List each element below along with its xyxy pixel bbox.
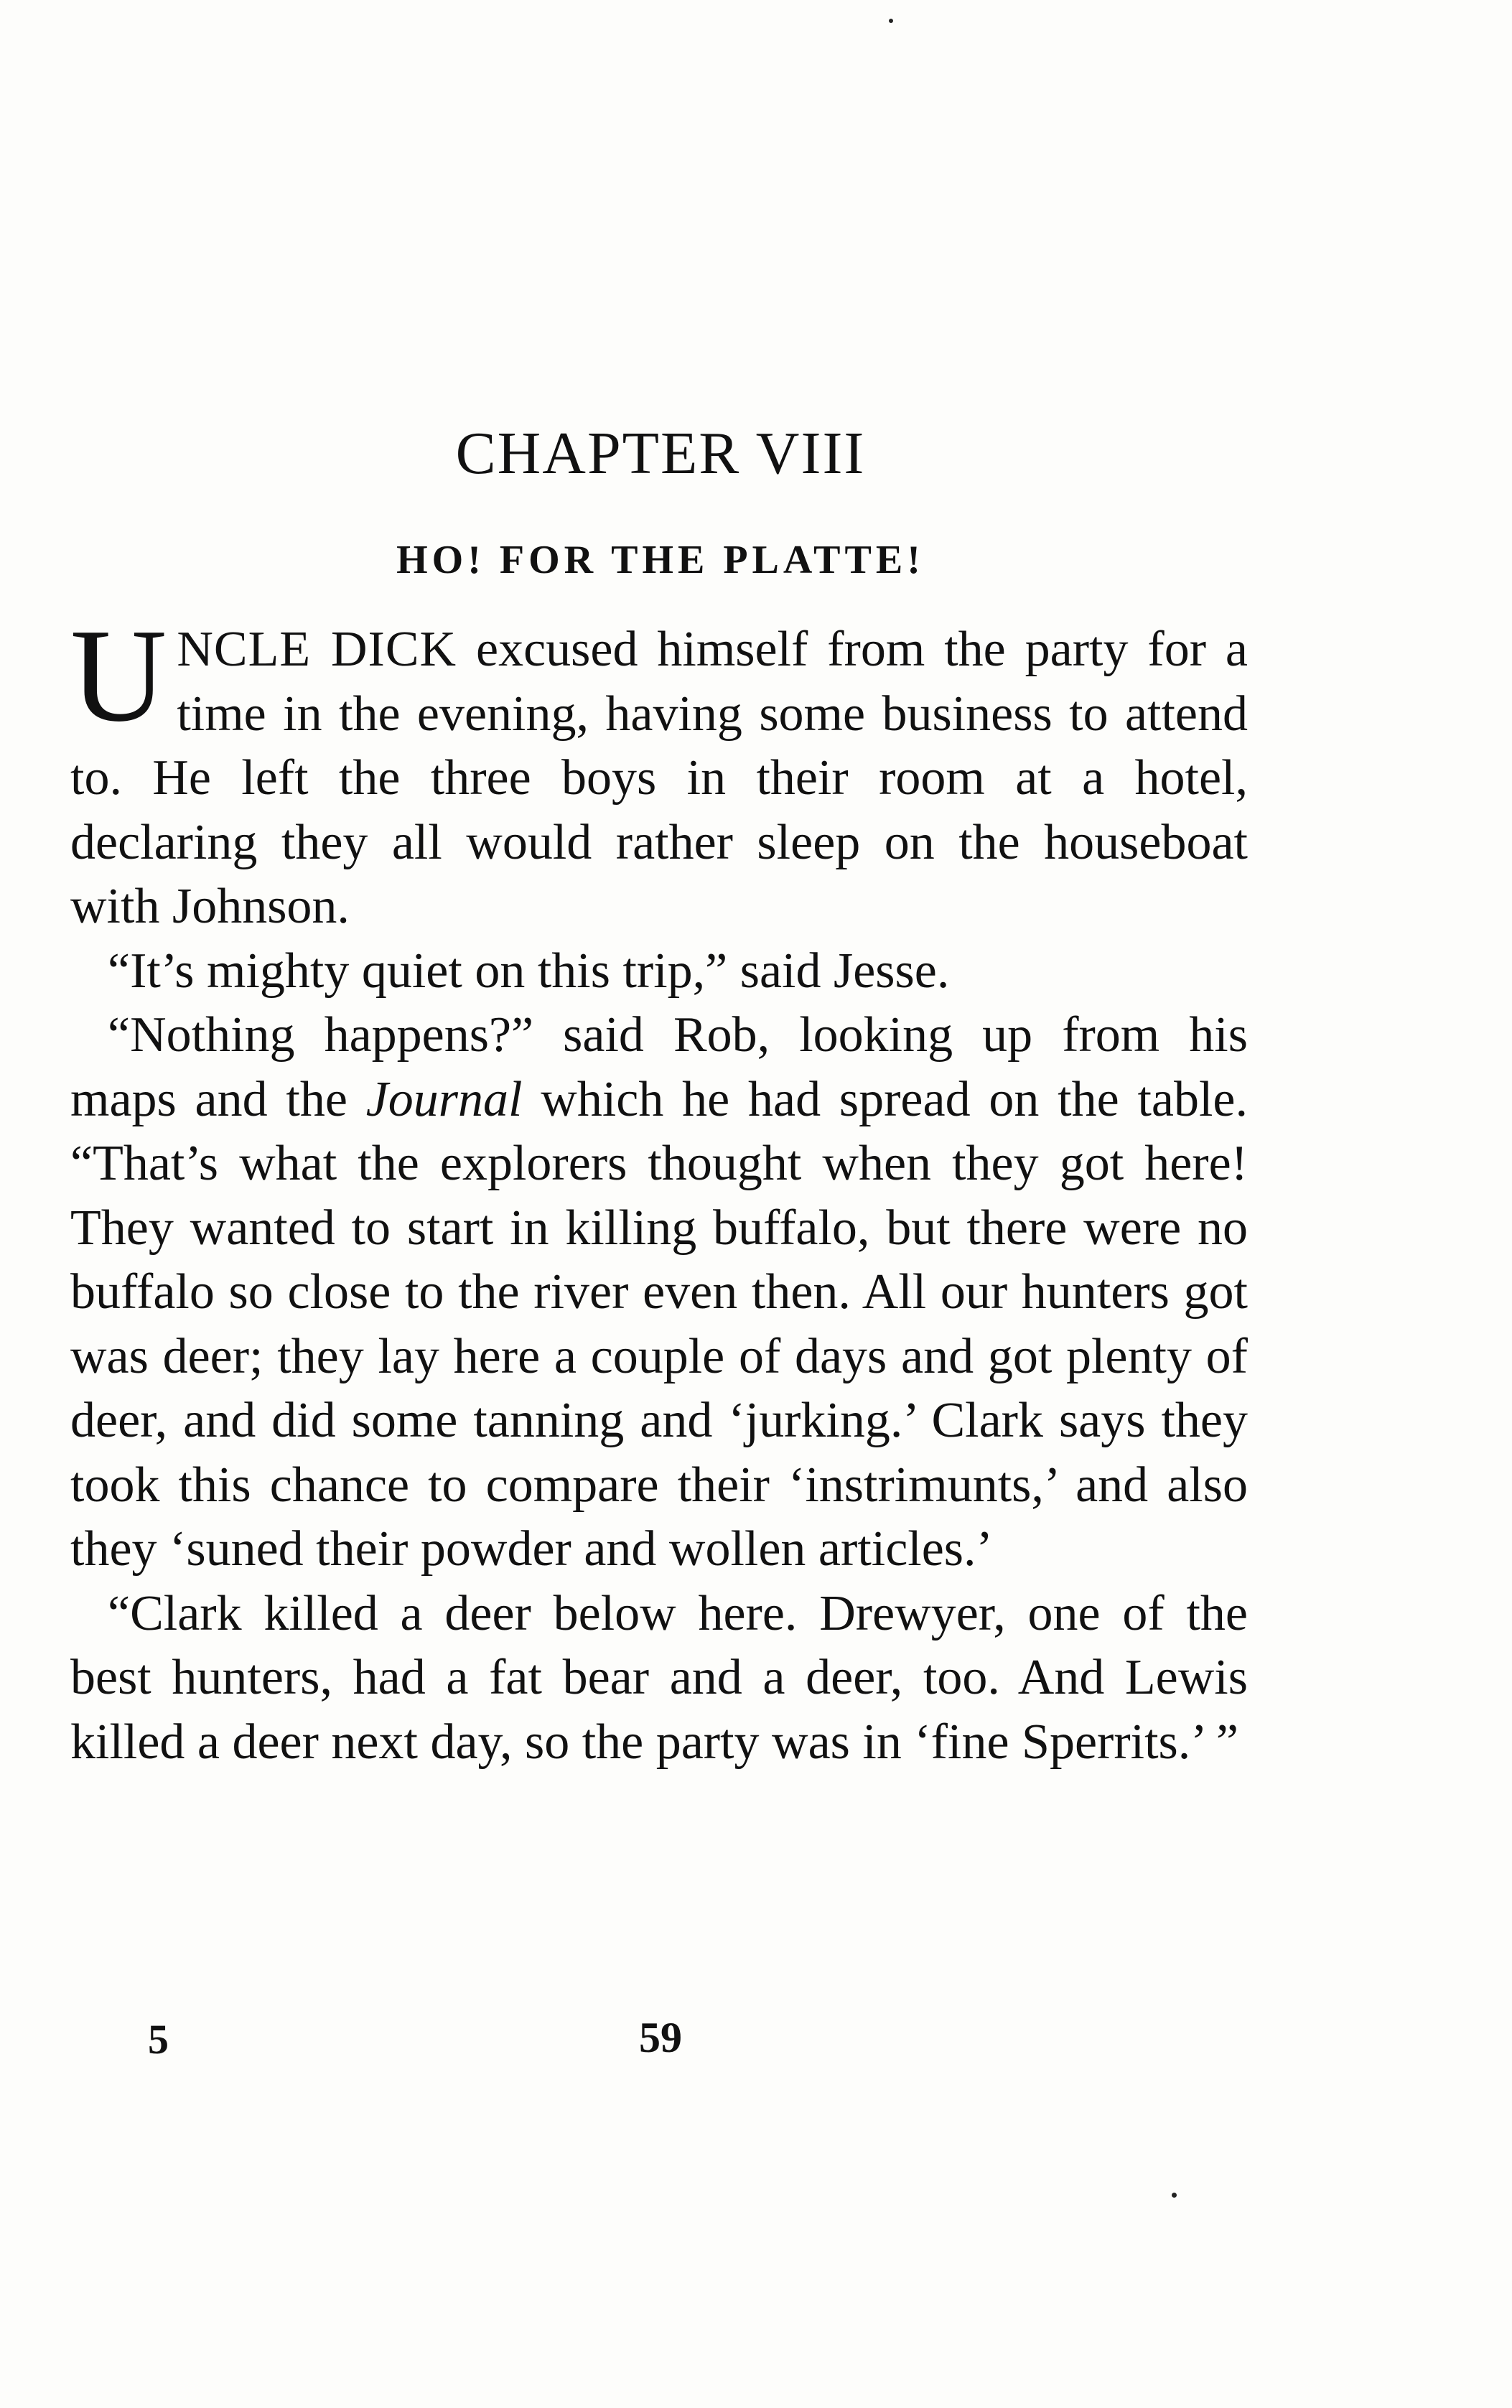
chapter-subtitle: HO! FOR THE PLATTE! [396, 538, 925, 582]
paragraph-2: “It’s mighty quiet on this trip,” said Jesse. [108, 943, 950, 999]
paragraph-3-text-b: which he had spread on the table. “That’s what the explorers thought when they got here! They wanted to start in killing buffalo, but there were no buffalo so close to the river even then. All our hunters got was deer; they lay here a couple of days and got plenty of deer, and did some tanning and ‘jurking.’ Clark says they took this chance to compare their ‘instrimunts,’ and also they ‘suned their powder and wollen articles.’ [70, 1071, 1248, 1577]
paragraph-3 [70, 1003, 1248, 1582]
chapter-title: CHAPTER VIII [455, 420, 866, 487]
paper-speck [889, 19, 893, 23]
paragraph-4: “Clark killed a deer below here. Drewyer, one of the best hunters, had a fat bear and a deer, too. And Lewis killed a deer next day, so the party was in ‘fine Sperrits.’ ” [70, 1585, 1248, 1770]
paragraph-1-text: excused himself from the party for a time in the evening, having some business to attend to. He left the three boys in their room at a hotel, declaring they all would rather sleep on the houseboat with Johnson. [70, 622, 1248, 934]
page-number: 59 [639, 2014, 682, 2061]
drop-cap: U [70, 602, 167, 750]
opening-caps: NCLE DICK [177, 622, 457, 677]
signature-mark: 5 [148, 2016, 169, 2063]
journal-title: Journal [365, 1071, 523, 1127]
paragraph-1 [70, 602, 1248, 939]
body-text [70, 602, 1248, 1774]
paragraph-3-text-a: “Nothing happens?” said Rob, looking up from his maps and the [70, 1007, 1248, 1127]
paper-speck [1172, 2193, 1177, 2198]
